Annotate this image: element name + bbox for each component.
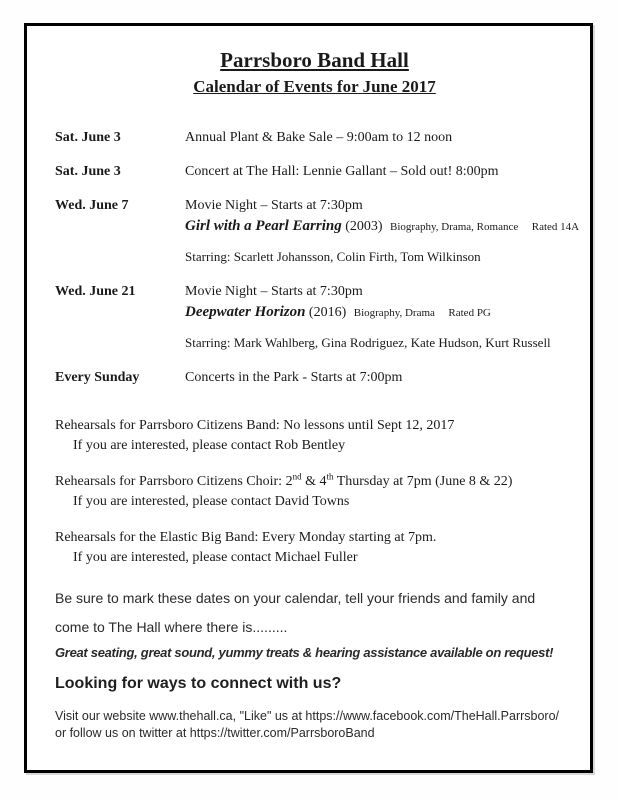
event-details	[185, 282, 574, 352]
social-line-website-facebook: Visit our website www.thehall.ca, "Like" us at https://www.facebook.com/TheHall.Parrsboro/	[55, 709, 560, 723]
event-row	[55, 368, 574, 388]
event-date: Every Sunday	[55, 370, 140, 385]
event-date: Wed. June 7	[55, 198, 129, 213]
page-title: Parrsboro Band Hall	[220, 48, 409, 72]
rehearsal-paragraph	[55, 416, 574, 456]
page-border-frame	[24, 23, 593, 773]
closing-note-line: Be sure to mark these dates on your calendar, tell your friends and family and	[55, 590, 536, 606]
rehearsal-line	[55, 472, 574, 492]
social-line-twitter: or follow us on twitter at https://twitter.com/ParrsboroBand	[55, 726, 375, 740]
movie-title: Girl with a Pearl Earring	[185, 218, 342, 234]
movie-year: (2016)	[308, 305, 347, 320]
movie-rating: Rated 14A	[531, 221, 580, 233]
closing-note-line: come to The Hall where there is.........	[55, 619, 288, 635]
closing-section	[55, 584, 574, 742]
rehearsal-line: Rehearsals for Parrsboro Citizens Band: No lessons until Sept 12, 2017	[55, 418, 455, 433]
rehearsal-line-text: Rehearsals for Parrsboro Citizens Choir: 2	[55, 474, 293, 489]
rehearsal-line-text: & 4	[301, 474, 327, 489]
movie-genres: Biography, Drama, Romance	[390, 221, 519, 233]
rehearsal-paragraph	[55, 528, 574, 568]
movie-rating: Rated PG	[448, 307, 491, 319]
event-details	[185, 196, 579, 266]
event-row	[55, 128, 574, 148]
movie-info-line	[185, 216, 579, 237]
connect-heading: Looking for ways to connect with us?	[55, 675, 342, 692]
movie-starring: Starring: Scarlett Johansson, Colin Firth, Tom Wilkinson	[185, 249, 481, 264]
rehearsal-contact: If you are interested, please contact Rob Bentley	[73, 438, 346, 453]
page-content	[27, 26, 590, 742]
movie-starring: Starring: Mark Wahlberg, Gina Rodriguez, Kate Hudson, Kurt Russell	[185, 335, 551, 350]
event-description: Annual Plant & Bake Sale – 9:00am to 12 noon	[185, 130, 453, 145]
event-date: Sat. June 3	[55, 130, 121, 145]
rehearsal-line: Rehearsals for the Elastic Big Band: Every Monday starting at 7pm.	[55, 530, 437, 545]
event-description: Movie Night – Starts at 7:30pm	[185, 198, 363, 213]
ordinal-superscript: nd	[292, 471, 302, 482]
event-description: Concerts in the Park - Starts at 7:00pm	[185, 370, 403, 385]
rehearsal-contact: If you are interested, please contact Michael Fuller	[73, 550, 358, 565]
social-links-text	[55, 708, 574, 742]
page-subtitle: Calendar of Events for June 2017	[193, 77, 436, 96]
event-row	[55, 196, 580, 266]
event-date: Sat. June 3	[55, 164, 121, 179]
rehearsal-paragraph	[55, 472, 574, 512]
rehearsal-line-text: Thursday at 7pm (June 8 & 22)	[333, 474, 513, 489]
event-date: Wed. June 21	[55, 284, 136, 299]
event-description: Movie Night – Starts at 7:30pm	[185, 284, 363, 299]
event-row	[55, 282, 574, 352]
rehearsal-contact: If you are interested, please contact David Towns	[73, 494, 350, 509]
movie-info-line	[185, 302, 574, 323]
event-description: Concert at The Hall: Lennie Gallant – Sold out! 8:00pm	[185, 164, 499, 179]
movie-genres: Biography, Drama	[353, 307, 435, 319]
events-list	[55, 128, 580, 388]
movie-year: (2003)	[345, 219, 383, 234]
rehearsals-section	[55, 416, 574, 568]
amenities-tagline: Great seating, great sound, yummy treats & hearing assistance available on request!	[55, 645, 554, 660]
movie-title: Deepwater Horizon	[185, 304, 306, 320]
ordinal-superscript: th	[326, 471, 334, 482]
event-row	[55, 162, 574, 182]
